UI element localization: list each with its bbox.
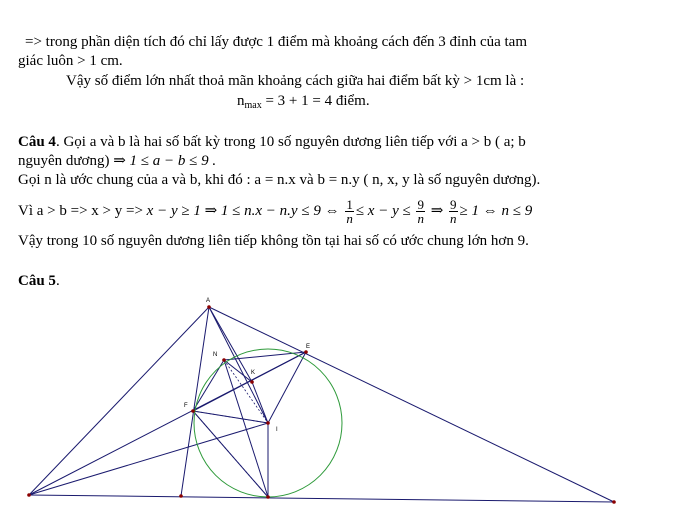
question-5-line <box>18 272 60 291</box>
geometry-figure <box>0 290 700 507</box>
point-E <box>304 350 308 354</box>
dashed-line <box>193 411 268 497</box>
text-fragment: Vì a > b => x > y => <box>18 203 147 219</box>
math-expression: x − y ≥ 1 ⇒ 1 ≤ n.x − n.y ≤ 9 ⇔ <box>146 203 340 219</box>
fraction-numerator: 9 <box>417 197 424 213</box>
fraction-denominator: n <box>417 211 424 227</box>
line-bottom-left-to-A <box>29 307 209 495</box>
point-A <box>207 305 211 309</box>
fraction-numerator: 1 <box>346 197 353 213</box>
fraction-9-over-n <box>416 198 425 225</box>
label-I: I <box>276 427 278 433</box>
text-fragment: . Gọi a và b là hai số bất kỳ trong 10 số nguyên dương liên tiếp với a > b ( a; b <box>55 134 526 150</box>
question-4-label: Câu 4 <box>18 134 56 150</box>
label-F: F <box>184 403 188 409</box>
fraction-denominator: n <box>450 211 457 227</box>
point-foot-I <box>266 495 270 499</box>
line-E-to-I <box>268 352 306 423</box>
text-line: Vậy số điểm lớn nhất thoả mãn khoảng cách giữa hai điểm bất kỳ > 1cm là : <box>66 73 525 89</box>
fraction-denominator: n <box>346 211 353 227</box>
fraction-1-over-n <box>345 198 354 225</box>
math-expression: ≥ 1 ⇔ n ≤ 9 <box>459 203 533 219</box>
point-left-vertex <box>27 493 31 497</box>
text-fragment: . <box>55 273 60 289</box>
label-E: E <box>306 344 311 350</box>
nmax-symbol: n <box>237 93 245 109</box>
math-expression: ⇒ <box>430 203 444 219</box>
fraction-9-over-n <box>449 198 458 225</box>
line-A-foot <box>181 307 209 496</box>
point-N <box>222 358 226 362</box>
point-foot-A <box>179 494 183 498</box>
label-A: A <box>206 298 211 304</box>
question-4-line <box>18 133 526 152</box>
math-expression: ⇒ 1 ≤ a − b ≤ 9 . <box>113 153 217 169</box>
text-line: => trong phần diện tích đó chỉ lấy được 1 điểm mà khoảng cách đến 3 đỉnh của tam <box>25 34 528 50</box>
line-A-to-right <box>209 307 614 502</box>
text-line <box>18 152 216 171</box>
text-line: Vậy trong 10 số nguyên dương liên tiếp không tồn tại hai số có ước chung lớn hơn 9. <box>18 233 529 249</box>
label-K: K <box>251 370 256 376</box>
line-K-to-I <box>252 382 268 423</box>
point-right-vertex <box>612 500 616 504</box>
question-5-label: Câu 5 <box>18 273 56 289</box>
nmax-subscript: max <box>244 100 262 111</box>
point-K <box>250 380 254 384</box>
label-N: N <box>213 352 218 358</box>
formula-nmax <box>237 92 370 111</box>
point-F <box>191 409 195 413</box>
math-line <box>18 196 532 226</box>
nmax-value: = 3 + 1 = 4 điểm. <box>261 93 370 109</box>
text-line: Gọi n là ước chung của a và b, khi đó : a = n.x và b = n.y ( n, x, y là số nguyên dương). <box>18 172 541 188</box>
line-F-to-E <box>193 352 306 411</box>
math-expression: ≤ x − y ≤ <box>355 203 411 219</box>
text-fragment: nguyên dương) <box>18 153 114 169</box>
point-I <box>266 421 270 425</box>
text-line: giác luôn > 1 cm. <box>18 53 123 69</box>
fraction-numerator: 9 <box>450 197 457 213</box>
line-base <box>29 495 614 502</box>
